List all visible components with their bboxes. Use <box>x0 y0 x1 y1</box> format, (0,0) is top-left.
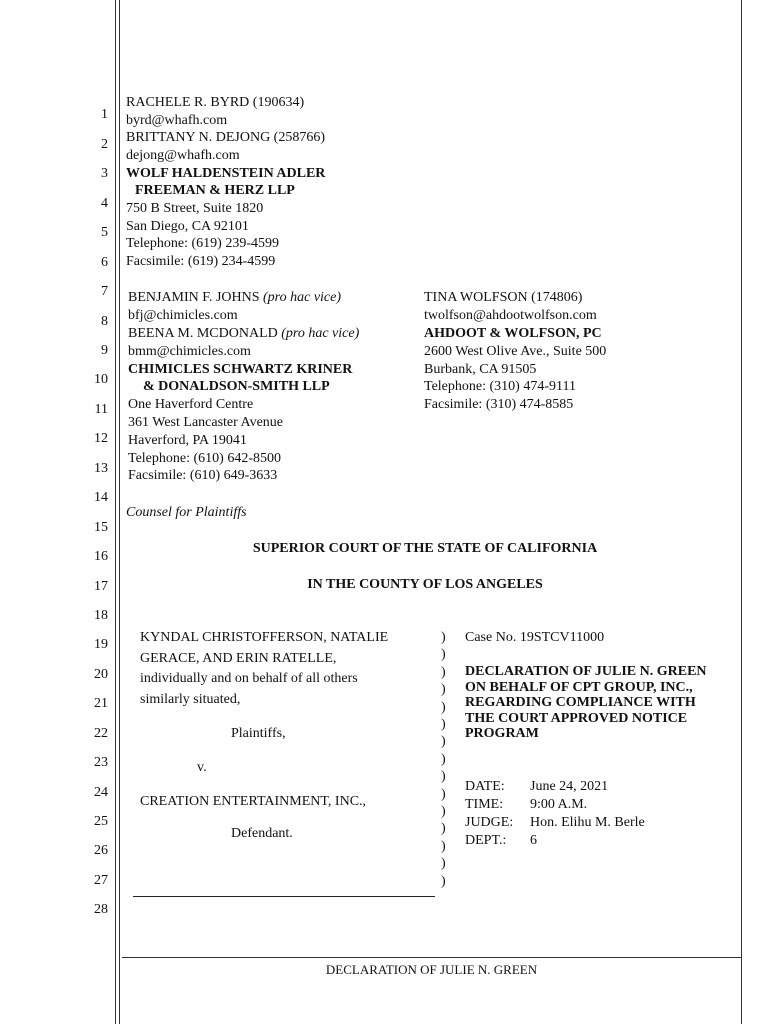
line-number: 26 <box>94 843 108 858</box>
firm-phone: Telephone: (310) 474-9111 <box>424 379 576 394</box>
attorney-email: byrd@whafh.com <box>126 113 228 128</box>
plaintiff-description: similarly situated, <box>140 692 241 707</box>
firm-name: CHIMICLES SCHWARTZ KRINER <box>128 362 353 377</box>
firm-address: 361 West Lancaster Avenue <box>128 415 284 430</box>
line-number: 14 <box>94 490 108 505</box>
firm-name: FREEMAN & HERZ LLP <box>135 183 295 198</box>
case-number: Case No. 19STCV11000 <box>465 630 605 645</box>
dept-label: DEPT.: <box>465 833 507 848</box>
line-number: 3 <box>101 166 108 181</box>
firm-address: 750 B Street, Suite 1820 <box>126 201 264 216</box>
line-number: 9 <box>101 343 108 358</box>
attorney-name: TINA WOLFSON (174806) <box>424 290 583 305</box>
hearing-time-label: TIME: <box>465 797 504 812</box>
firm-address: One Haverford Centre <box>128 397 254 412</box>
firm-name: & DONALDSON-SMITH LLP <box>143 379 330 394</box>
attorney-name: RACHELE R. BYRD (190634) <box>126 95 305 110</box>
line-number: 7 <box>101 284 108 299</box>
line-number: 16 <box>94 549 108 564</box>
firm-address: San Diego, CA 92101 <box>126 219 249 234</box>
attorney-name: BRITTANY N. DEJONG (258766) <box>126 130 326 145</box>
line-number: 24 <box>94 785 108 800</box>
line-number: 10 <box>94 372 108 387</box>
line-number: 20 <box>94 667 108 682</box>
line-number: 5 <box>101 225 108 240</box>
attorney-email: bfj@chimicles.com <box>128 308 238 323</box>
firm-name: WOLF HALDENSTEIN ADLER <box>126 166 326 181</box>
firm-name: AHDOOT & WOLFSON, PC <box>424 326 602 341</box>
attorney-email: twolfson@ahdootwolfson.com <box>424 308 597 323</box>
firm-address: Burbank, CA 91505 <box>424 362 537 377</box>
plaintiff-names: GERACE, AND ERIN RATELLE, <box>140 651 337 666</box>
defendant-label: Defendant. <box>231 826 293 841</box>
hearing-time: 9:00 A.M. <box>530 797 588 812</box>
line-number: 1 <box>101 107 108 122</box>
court-county: IN THE COUNTY OF LOS ANGELES <box>307 577 543 592</box>
line-number: 23 <box>94 755 108 770</box>
judge-label: JUDGE: <box>465 815 514 830</box>
firm-phone: Telephone: (610) 642-8500 <box>128 451 281 466</box>
line-number: 28 <box>94 902 108 917</box>
line-number: 2 <box>101 137 108 152</box>
attorney-email: dejong@whafh.com <box>126 148 240 163</box>
line-number: 25 <box>94 814 108 829</box>
hearing-date: June 24, 2021 <box>530 779 609 794</box>
line-number: 27 <box>94 873 108 888</box>
left-margin-line-2 <box>119 0 120 1024</box>
versus: v. <box>197 760 207 775</box>
line-number: 13 <box>94 461 108 476</box>
line-number: 6 <box>101 255 108 270</box>
line-number: 17 <box>94 579 108 594</box>
line-number: 11 <box>94 402 108 417</box>
document-title: DECLARATION OF JULIE N. GREEN ON BEHALF OF CPT GROUP, INC., REGARDING COMPLIANCE WITH THE COURT APPROVED NOTICE PROGRAM <box>465 664 707 741</box>
attorney-name: BEENA M. MCDONALD (pro hac vice) <box>128 326 360 341</box>
firm-fax: Facsimile: (619) 234-4599 <box>126 254 276 269</box>
line-number: 21 <box>94 696 108 711</box>
caption-parentheses: ) ) ) ) ) ) ) ) ) ) ) ) ) ) ) <box>441 630 446 889</box>
dept-number: 6 <box>530 833 537 848</box>
plaintiffs-label: Plaintiffs, <box>231 726 286 741</box>
firm-address: 2600 West Olive Ave., Suite 500 <box>424 344 607 359</box>
firm-address: Haverford, PA 19041 <box>128 433 247 448</box>
line-number: 4 <box>101 196 108 211</box>
right-margin-line <box>741 0 742 1024</box>
line-number: 18 <box>94 608 108 623</box>
hearing-date-label: DATE: <box>465 779 505 794</box>
line-number: 15 <box>94 520 108 535</box>
plaintiff-description: individually and on behalf of all others <box>140 671 358 686</box>
line-number: 22 <box>94 726 108 741</box>
attorney-email: bmm@chimicles.com <box>128 344 251 359</box>
footer-rule <box>122 957 741 958</box>
firm-fax: Facsimile: (610) 649-3633 <box>128 468 278 483</box>
court-name: SUPERIOR COURT OF THE STATE OF CALIFORNIA <box>252 541 598 556</box>
plaintiff-names: KYNDAL CHRISTOFFERSON, NATALIE <box>140 630 389 645</box>
footer-title: DECLARATION OF JULIE N. GREEN <box>325 962 538 977</box>
firm-phone: Telephone: (619) 239-4599 <box>126 236 279 251</box>
attorney-name: BENJAMIN F. JOHNS (pro hac vice) <box>128 290 342 305</box>
firm-fax: Facsimile: (310) 474-8585 <box>424 397 574 412</box>
left-margin-line-1 <box>115 0 116 1024</box>
line-number: 19 <box>94 637 108 652</box>
counsel-for: Counsel for Plaintiffs <box>126 505 247 520</box>
defendant-name: CREATION ENTERTAINMENT, INC., <box>140 794 367 809</box>
judge-name: Hon. Elihu M. Berle <box>530 815 645 830</box>
caption-underline <box>133 896 435 897</box>
line-number: 8 <box>101 314 108 329</box>
line-number: 12 <box>94 431 108 446</box>
